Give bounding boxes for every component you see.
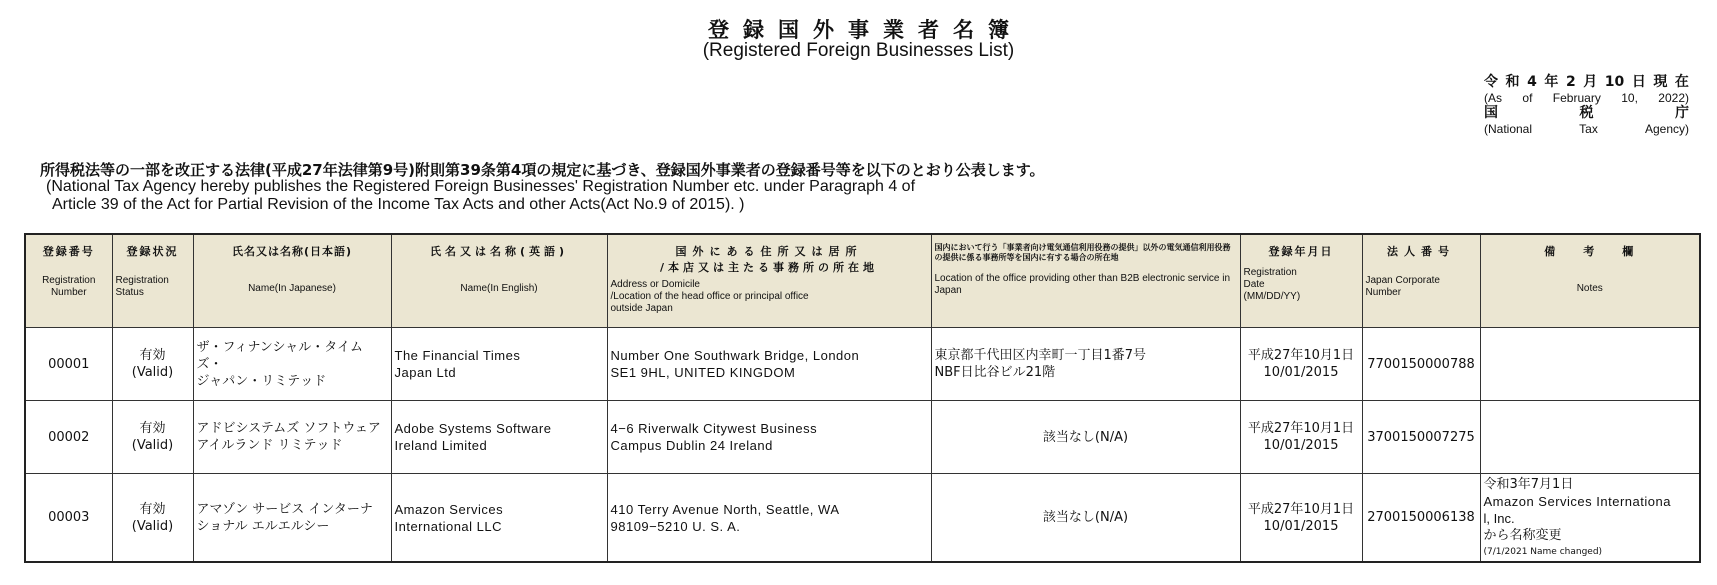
date-part: 2 [1565,74,1576,90]
date-en: 10/01/2015 [1263,365,1339,380]
date-part: (As [1484,91,1502,105]
col-header-en: Name(In Japanese) [248,283,336,294]
date-part: 和 [1505,74,1520,90]
table-row [25,328,1700,401]
table-row [25,401,1700,474]
col-header-ja: 登録状況 [126,245,179,258]
col-header-ja: /本店又は主たる事務所の所在地 [659,261,879,274]
name-japanese-cell [193,474,391,563]
date-part: 在 [1674,74,1689,90]
cell-line: 該当なし(N/A) [1042,429,1129,445]
col-header-registration-date [1240,234,1362,328]
notes-line: 令和3年7月1日 [1483,477,1574,492]
as-of-date-english [1484,91,1689,105]
agency-name-japanese [1484,105,1689,122]
table-header-row [25,234,1700,328]
col-header-domestic-office [931,234,1240,328]
cell-line: アドビシステムズ ソフトウェア [196,421,381,436]
name-japanese-cell [193,328,391,401]
as-of-date-japanese [1484,74,1689,91]
date-ja: 平成27年10月1日 [1247,348,1355,363]
cell-line: Number One Southwark Bridge, London [610,348,860,363]
foreign-address-cell [607,401,931,474]
date-part: 10, [1621,91,1638,105]
status-en: (Valid) [131,438,174,453]
intro-english-line: Article 39 of the Act for Partial Revision of the Income Tax Acts and other Acts(Act No.9 of 2015). ) [52,196,745,213]
notes-line: Amazon Services Internationa [1483,494,1671,509]
notes-line: から名称変更 [1483,528,1562,543]
col-header-ja: 国内において行う「事業者向け電気通信利用役務の提供」以外の電気通信利用役務の提供に係る事務所等を国内に有する場合の所在地 [934,243,1231,262]
cell-line: ザ・フィナンシャル・タイムズ・ [196,339,363,372]
corporate-number-cell: 3700150007275 [1362,401,1480,474]
date-part: February [1552,91,1601,105]
col-header-en-line: (MM/DD/YY) [1243,291,1301,302]
agency-name-english [1484,122,1689,136]
col-header-ja: 備 考 欄 [1544,245,1636,258]
date-part: 令 [1484,74,1498,90]
col-header-en-line: outside Japan [610,303,673,314]
cell-line: NBF日比谷ビル21階 [934,365,1056,380]
registration-date-cell [1240,474,1362,563]
col-header-ja: 氏名又は名称(英語) [429,245,569,258]
name-english-cell [391,401,607,474]
cell-line: The Financial Times [394,348,521,363]
corporate-number-cell: 2700150006138 [1362,474,1480,563]
foreign-address-cell [607,328,931,401]
col-header-ja: 国外にある住所又は居所 [675,245,863,258]
cell-line: アイルランド リミテッド [196,438,343,453]
col-header-registration-number [25,234,112,328]
registration-date-cell [1240,328,1362,401]
col-header-corporate-number [1362,234,1480,328]
notes-cell [1480,474,1700,563]
col-header-en: Notes [1576,283,1603,294]
col-header-ja: 登録番号 [42,245,95,258]
status-ja: 有効 [139,501,166,517]
notes-line: l, Inc. [1483,511,1515,526]
registration-number-cell: 00001 [25,328,112,401]
col-header-ja: 法人番号 [1387,245,1455,258]
col-header-ja: 登録年月日 [1268,245,1334,258]
intro-text-japanese: 所得税法等の一部を改正する法律(平成27年法律第9号)附則第39条第4項の規定に基づき、登録国外事業者の登録番号等を以下のとおり公表します。 [40,161,1045,179]
col-header-en-line: Date [1243,279,1265,290]
date-part: 年 [1544,74,1559,90]
date-part: 日 [1631,74,1646,90]
date-en: 10/01/2015 [1263,518,1339,534]
registration-date-cell [1240,401,1362,474]
cell-line: Amazon Services [394,501,504,517]
date-part: 現 [1653,74,1668,90]
cell-line: ショナル エルエルシー [196,518,330,534]
name-english-cell [391,474,607,563]
notes-cell [1480,328,1700,401]
table-row [25,474,1700,563]
as-of-date-block [1484,74,1689,136]
col-header-ja: 氏名又は名称(日本語) [231,245,353,258]
date-en: 10/01/2015 [1263,438,1339,453]
date-part: 10 [1604,74,1625,90]
agency-part: 国 [1484,105,1498,121]
name-japanese-cell [193,401,391,474]
col-header-foreign-address [607,234,931,328]
intro-english-line: (National Tax Agency hereby publishes the Registered Foreign Businesses' Registration Number etc. under Paragraph 4 of [46,178,916,195]
list-title-japanese: 登録国外事業者名簿 [708,18,1023,42]
col-header-name-english [391,234,607,328]
registered-businesses-table [24,233,1701,563]
agency-part: (National [1484,122,1533,136]
date-ja: 平成27年10月1日 [1247,421,1355,436]
col-header-en: Name(In English) [460,283,538,294]
status-cell [112,328,193,401]
registration-number-cell: 00002 [25,401,112,474]
cell-line: Japan Ltd [394,365,457,380]
agency-part: 庁 [1675,105,1689,121]
status-cell [112,401,193,474]
cell-line: 該当なし(N/A) [1042,510,1129,525]
date-ja: 平成27年10月1日 [1247,501,1355,517]
cell-line: Campus Dublin 24 Ireland [610,438,773,453]
col-header-registration-status [112,234,193,328]
notes-cell [1480,401,1700,474]
status-cell [112,474,193,563]
status-en: (Valid) [131,518,174,534]
intro-text-english [46,178,915,214]
cell-line: Adobe Systems Software [394,421,552,436]
cell-line: 98109−5210 U. S. A. [610,518,741,534]
col-header-name-japanese [193,234,391,328]
agency-part: 税 [1579,105,1594,121]
col-header-en: Japan Corporate Number [1365,275,1440,298]
col-header-en: Registration Status [115,275,169,298]
cell-line: Ireland Limited [394,438,488,453]
status-ja: 有効 [139,348,166,363]
cell-line: 410 Terry Avenue North, Seattle, WA [610,501,840,517]
agency-part: Agency) [1644,122,1689,136]
col-header-en-line: /Location of the head office or principal office [610,291,809,302]
cell-line: アマゾン サービス インターナ [196,501,373,517]
corporate-number-cell: 7700150000788 [1362,328,1480,401]
date-part: 月 [1583,74,1598,90]
status-ja: 有効 [139,421,166,436]
name-english-cell [391,328,607,401]
cell-line: International LLC [394,518,503,534]
col-header-en [1244,267,1359,303]
col-header-en-line: Registration [1243,267,1297,278]
domestic-office-cell [931,401,1240,474]
date-part: of [1522,91,1533,105]
col-header-en: Registration Number [42,275,96,298]
date-part: 2022) [1658,91,1689,105]
registration-number-cell: 00003 [25,474,112,563]
date-part: 4 [1527,74,1537,90]
cell-line: 東京都千代田区内幸町一丁目1番7号 [934,348,1147,363]
col-header-notes [1480,234,1700,328]
agency-part: Tax [1579,122,1598,136]
status-en: (Valid) [131,365,174,380]
col-header-en [611,279,928,315]
notes-line: (7/1/2021 Name changed) [1483,547,1603,557]
col-header-en: Location of the office providing other than B2B electronic service in Japan [934,273,1231,296]
cell-line: 4−6 Riverwalk Citywest Business [610,421,818,436]
domestic-office-cell [931,328,1240,401]
foreign-address-cell [607,474,931,563]
cell-line: SE1 9HL, UNITED KINGDOM [610,365,796,380]
list-title-english: (Registered Foreign Businesses List) [702,40,1015,61]
col-header-en-line: Address or Domicile [610,279,700,290]
domestic-office-cell [931,474,1240,563]
cell-line: ジャパン・リミテッド [196,373,327,389]
